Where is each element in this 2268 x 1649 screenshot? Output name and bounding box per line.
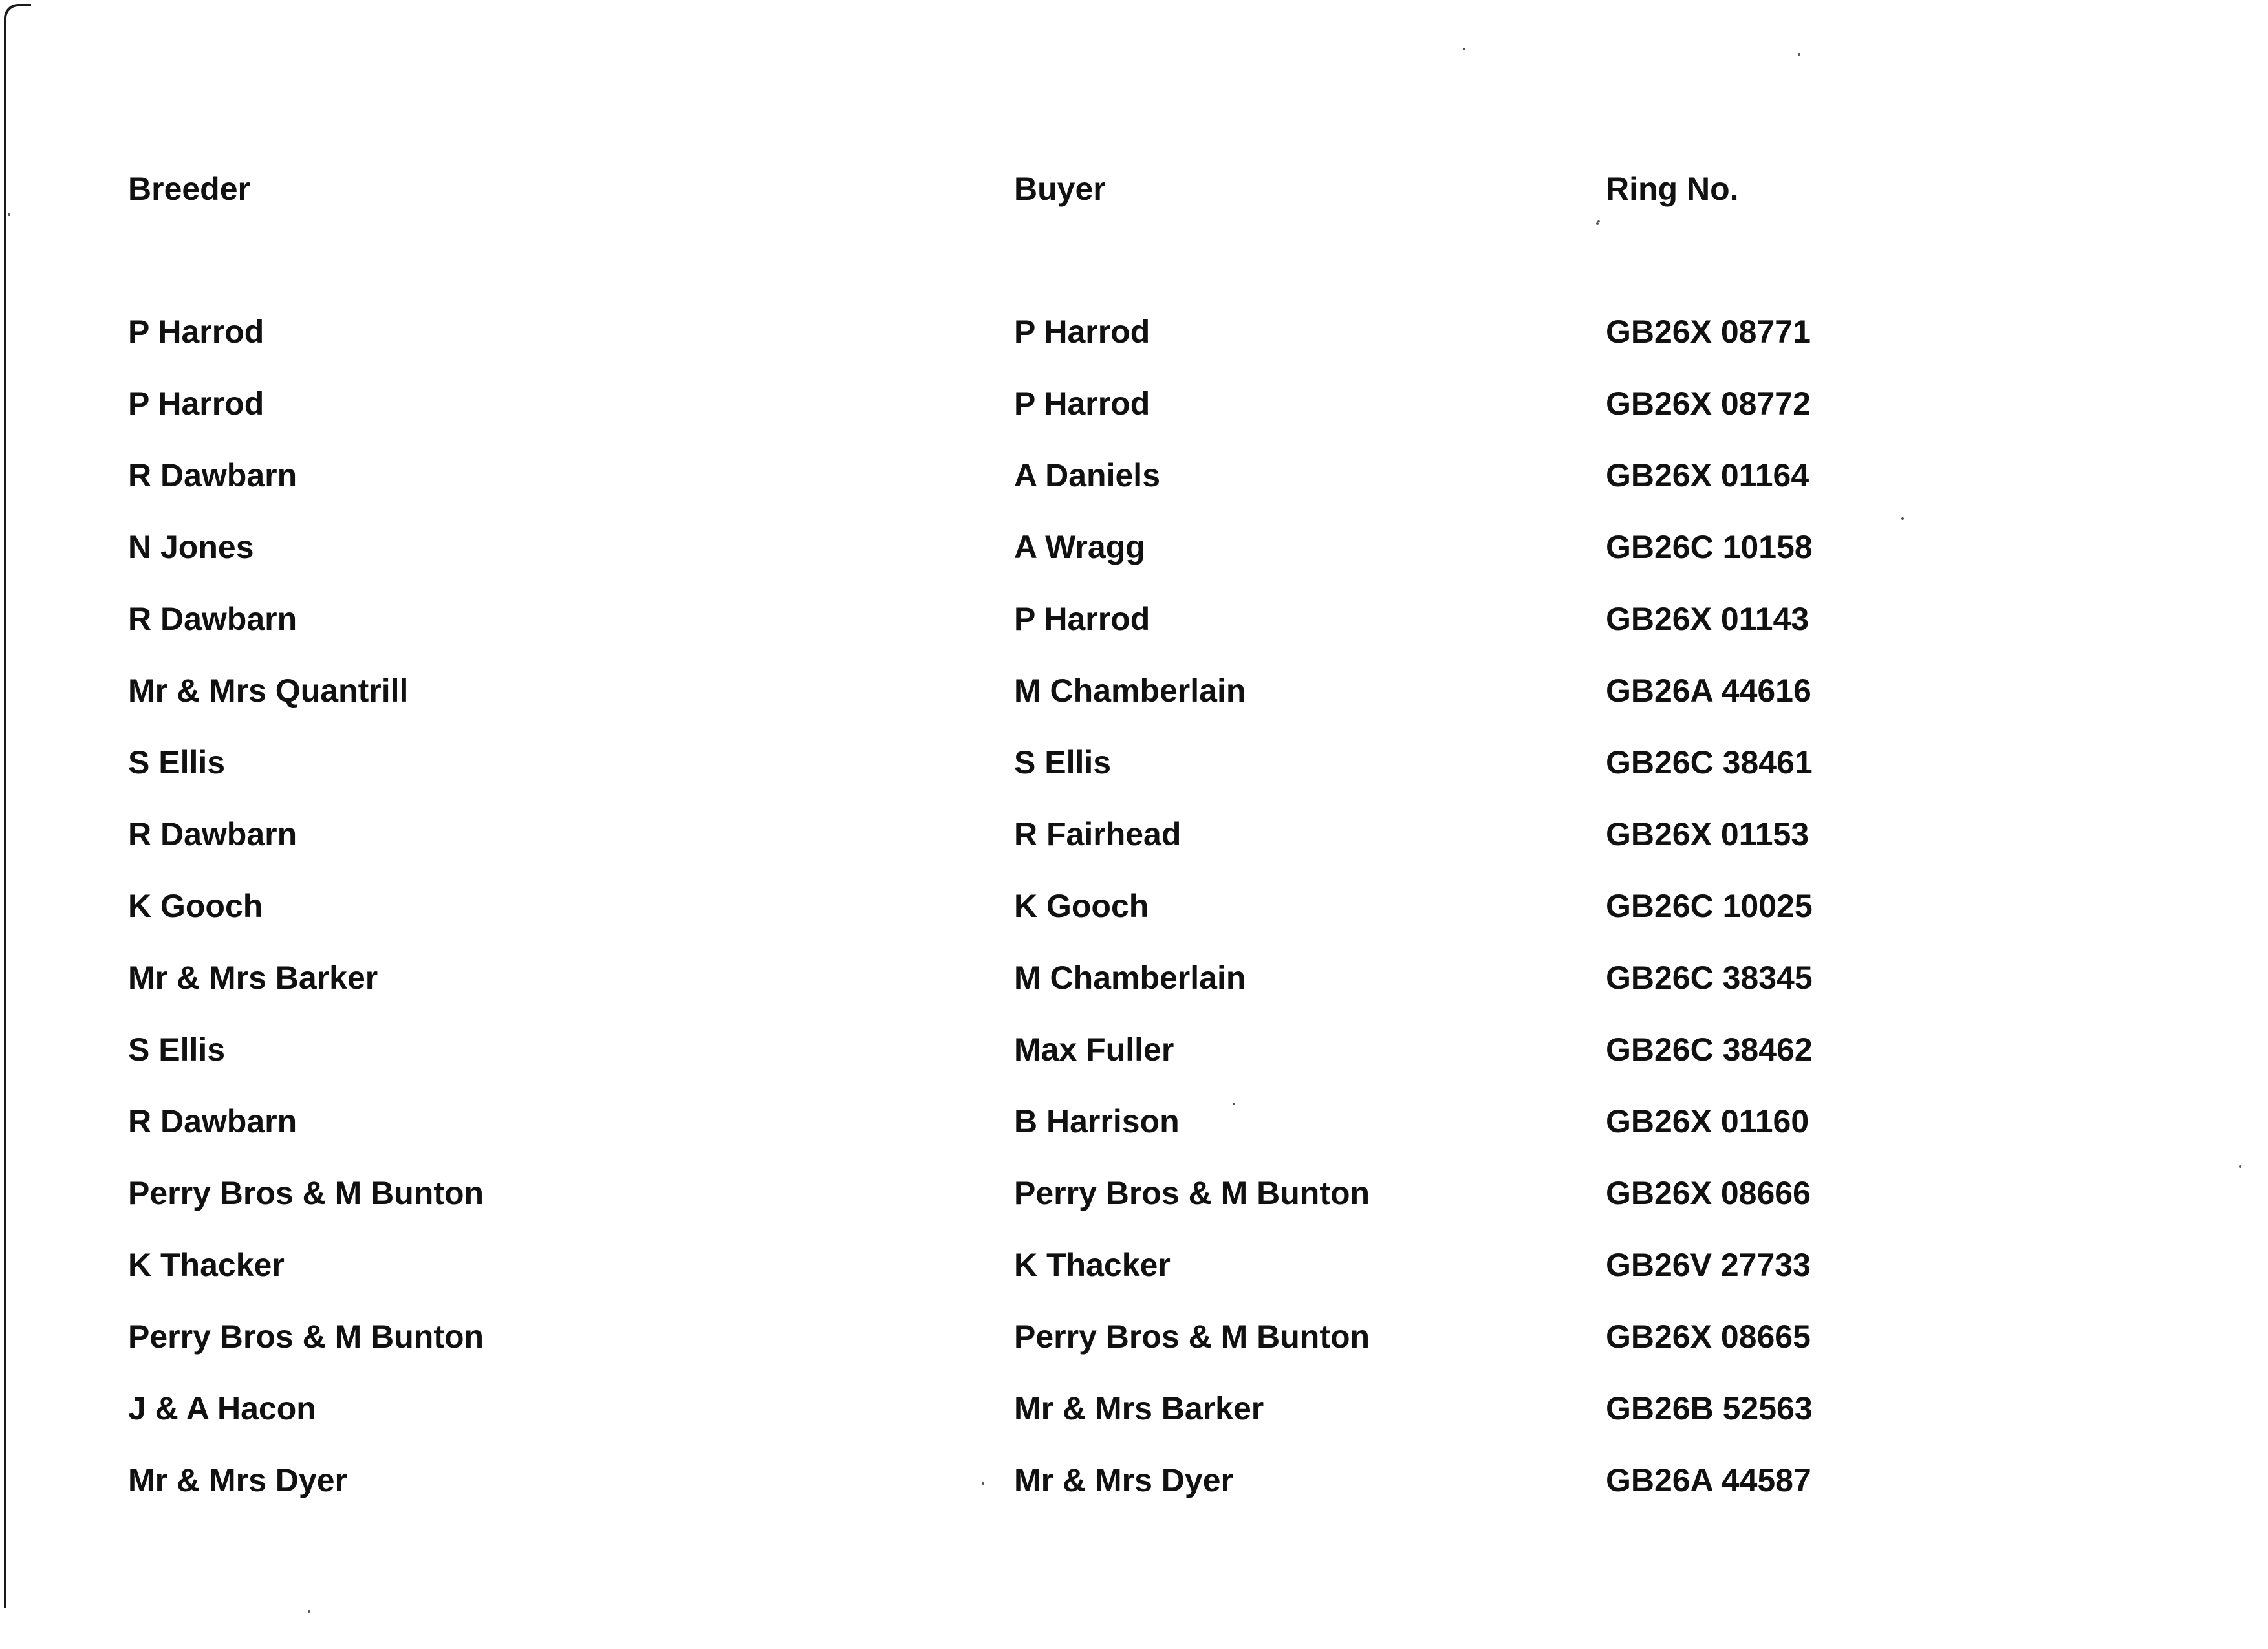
ring-no-cell: GB26X 01143 (1606, 601, 1809, 637)
table-row (128, 1461, 1874, 1533)
ring-no-cell: GB26X 01160 (1606, 1103, 1809, 1139)
ring-no-cell: GB26C 10158 (1606, 529, 1813, 565)
buyer-cell: P Harrod (1014, 314, 1150, 350)
table-row (128, 528, 1874, 599)
breeder-cell: Perry Bros & M Bunton (128, 1319, 484, 1355)
table-row (128, 958, 1874, 1030)
ring-no-cell: GB26X 08772 (1606, 385, 1811, 422)
table-row (128, 1174, 1874, 1245)
table-row (128, 887, 1874, 958)
buyer-cell: Mr & Mrs Barker (1014, 1390, 1264, 1427)
breeder-cell: P Harrod (128, 385, 265, 422)
ring-no-cell: GB26A 44616 (1606, 673, 1811, 709)
column-header-ring-no: Ring No. (1606, 171, 1739, 207)
breeder-cell: K Thacker (128, 1247, 285, 1283)
table-row (128, 312, 1874, 384)
breeder-cell: P Harrod (128, 314, 265, 350)
ring-no-cell: GB26C 38345 (1606, 960, 1813, 996)
table-row (128, 456, 1874, 528)
table-row (128, 1102, 1874, 1174)
buyer-cell: Perry Bros & M Bunton (1014, 1319, 1370, 1355)
table-row (128, 815, 1874, 887)
ring-no-cell: GB26V 27733 (1606, 1247, 1811, 1283)
ring-no-cell: GB26X 01153 (1606, 816, 1809, 852)
buyer-cell: Perry Bros & M Bunton (1014, 1175, 1370, 1211)
column-header-buyer: Buyer (1014, 171, 1106, 207)
breeder-cell: Mr & Mrs Barker (128, 960, 378, 996)
table-row (128, 671, 1874, 743)
ring-no-cell: GB26C 38462 (1606, 1031, 1813, 1068)
ring-no-cell: GB26X 01164 (1606, 457, 1809, 493)
buyer-cell: A Wragg (1014, 529, 1145, 565)
breeder-cell: R Dawbarn (128, 816, 297, 852)
ring-no-cell: GB26A 44587 (1606, 1462, 1811, 1498)
table-row (128, 1317, 1874, 1389)
table-header-row (128, 169, 1874, 312)
ring-no-cell: GB26B 52563 (1606, 1390, 1813, 1427)
table-row (128, 1030, 1874, 1102)
ring-no-cell: GB26C 38461 (1606, 744, 1813, 781)
table-row (128, 743, 1874, 815)
buyer-cell: S Ellis (1014, 744, 1112, 781)
breeder-cell: Perry Bros & M Bunton (128, 1175, 484, 1211)
buyer-cell: B Harrison (1014, 1103, 1180, 1139)
breeder-cell: N Jones (128, 529, 254, 565)
breeder-cell: S Ellis (128, 1031, 226, 1068)
table-row (128, 384, 1874, 456)
breeder-cell: J & A Hacon (128, 1390, 316, 1427)
ring-no-cell: GB26X 08666 (1606, 1175, 1811, 1211)
buyer-cell: M Chamberlain (1014, 673, 1246, 709)
table-row (128, 599, 1874, 671)
buyer-cell: Mr & Mrs Dyer (1014, 1462, 1233, 1498)
breeder-cell: R Dawbarn (128, 601, 297, 637)
column-header-breeder: Breeder (128, 171, 250, 207)
table-row (128, 1245, 1874, 1317)
buyer-cell: R Fairhead (1014, 816, 1182, 852)
buyer-cell: A Daniels (1014, 457, 1161, 493)
ring-number-table (128, 169, 1874, 1533)
buyer-cell: M Chamberlain (1014, 960, 1246, 996)
buyer-cell: K Gooch (1014, 888, 1149, 924)
buyer-cell: P Harrod (1014, 385, 1150, 422)
ring-no-cell: GB26X 08771 (1606, 314, 1811, 350)
buyer-cell: K Thacker (1014, 1247, 1171, 1283)
scanned-page-edge (4, 4, 31, 1608)
breeder-cell: K Gooch (128, 888, 263, 924)
buyer-cell: P Harrod (1014, 601, 1150, 637)
breeder-cell: Mr & Mrs Quantrill (128, 673, 409, 709)
breeder-cell: S Ellis (128, 744, 226, 781)
ring-no-cell: GB26X 08665 (1606, 1319, 1811, 1355)
breeder-cell: R Dawbarn (128, 1103, 297, 1139)
ring-no-cell: GB26C 10025 (1606, 888, 1813, 924)
breeder-cell: R Dawbarn (128, 457, 297, 493)
table-row (128, 1389, 1874, 1461)
breeder-cell: Mr & Mrs Dyer (128, 1462, 347, 1498)
buyer-cell: Max Fuller (1014, 1031, 1174, 1068)
